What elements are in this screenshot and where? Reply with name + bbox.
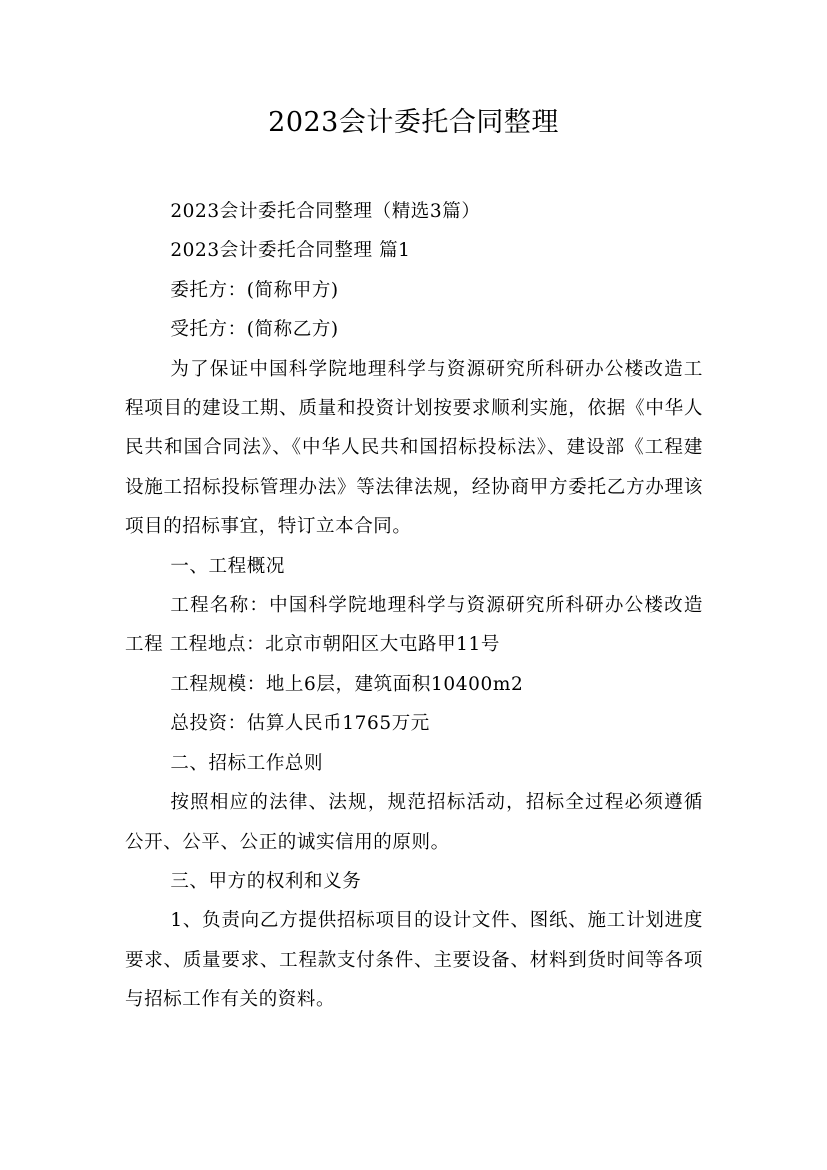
document-body [125, 192, 703, 1020]
paragraph-purpose: 为了保证中国科学院地理科学与资源研究所科研办公楼改造工程项目的建设工期、质量和投资计划按要求顺利实施，依据《中华人民共和国合同法》、《中华人民共和国招标投标法》、建设部《工程建设施工招标投标管理办法》等法律法规，经协商甲方委托乙方办理该项目的招标事宜，特订立本合同。 [125, 358, 703, 538]
paragraph-subtitle: 2023会计委托合同整理（精选3篇） [170, 201, 481, 222]
paragraph-project-name-location: 工程名称：中国科学院地理科学与资源研究所科研办公楼改造工程 工程地点：北京市朝阳区大屯路甲11号 [125, 595, 703, 656]
paragraph-agent: 受托方：(简称乙方) [170, 319, 339, 341]
paragraph-principal: 委托方：(简称甲方) [170, 279, 339, 301]
document-title: 2023会计委托合同整理 [268, 107, 559, 138]
paragraph-heading-overview: 一、工程概况 [170, 555, 285, 577]
paragraph-total-investment: 总投资：估算人民币1765万元 [170, 713, 430, 735]
paragraph-heading-general-rules: 二、招标工作总则 [170, 752, 324, 774]
paragraph-section-heading: 2023会计委托合同整理 篇1 [170, 240, 411, 262]
paragraph-general-rules: 按照相应的法律、法规，规范招标活动，招标全过程必须遵循公开、公平、公正的诚实信用的原则。 [125, 792, 703, 853]
paragraph-heading-party-a-rights: 三、甲方的权利和义务 [170, 870, 362, 892]
paragraph-party-a-duty-1: 1、负责向乙方提供招标项目的设计文件、图纸、施工计划进度要求、质量要求、工程款支付条件、主要设备、材料到货时间等各项与招标工作有关的资料。 [125, 910, 703, 1011]
paragraph-project-scale: 工程规模：地上6层，建筑面积10400m2 [170, 673, 524, 695]
